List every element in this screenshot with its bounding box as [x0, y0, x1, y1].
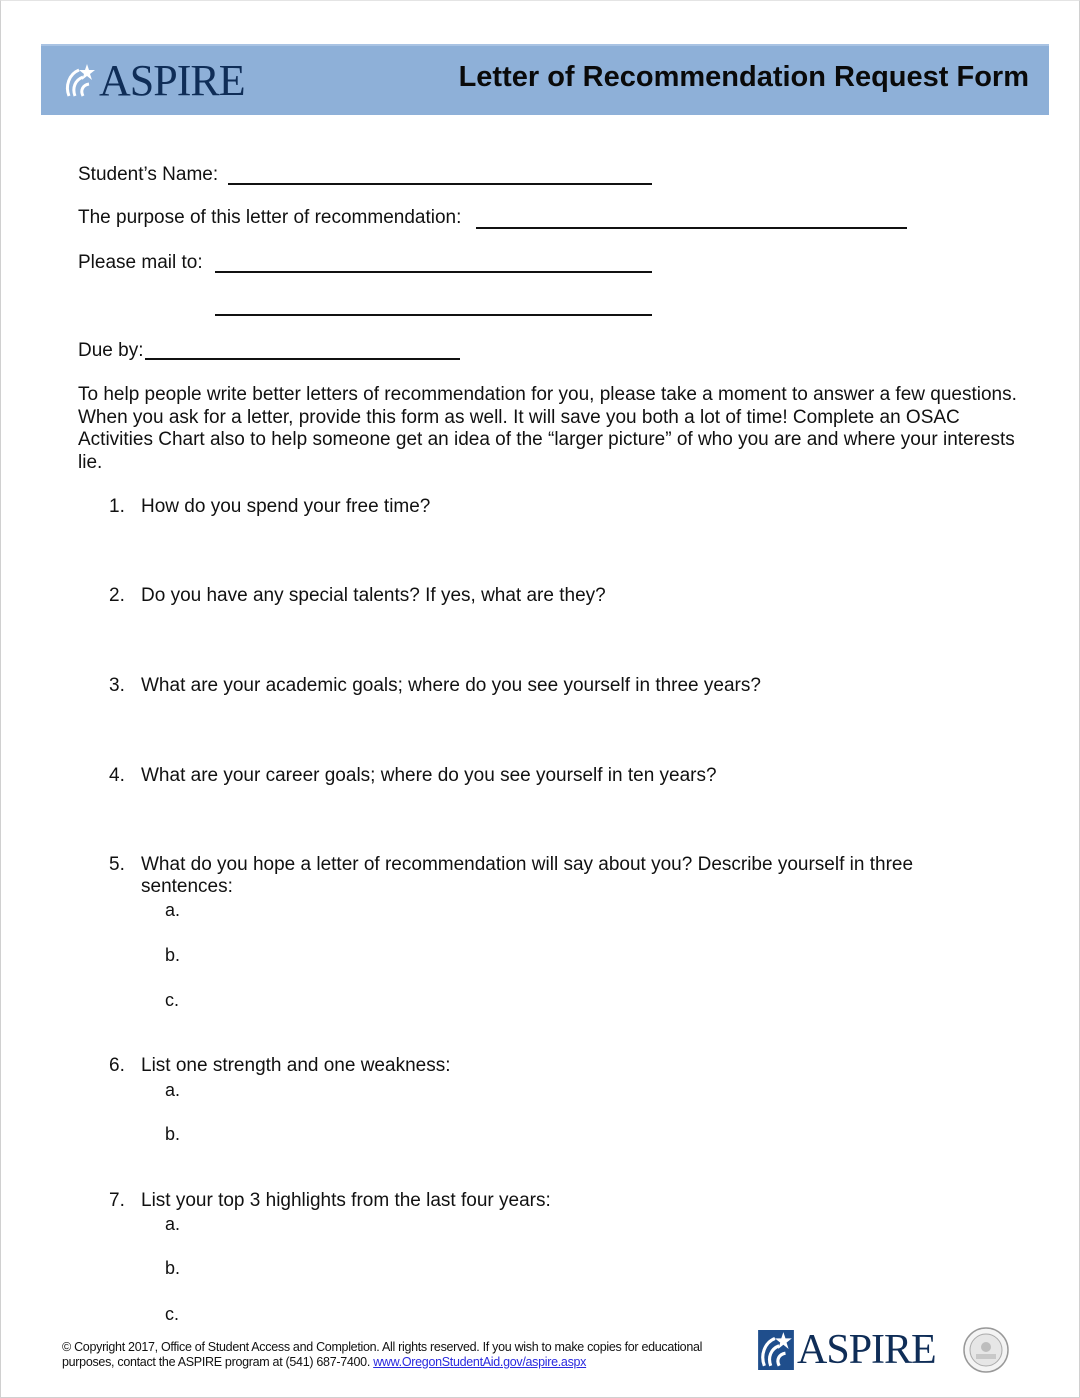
aspire-logo — [63, 56, 245, 105]
mail-to-line-1[interactable] — [215, 271, 652, 273]
student-name-label: Student’s Name: — [78, 164, 219, 185]
mail-to-line-2[interactable] — [215, 314, 652, 316]
footer-copyright — [62, 1340, 752, 1370]
question-number: 7. — [109, 1190, 125, 1211]
answer-b: b. — [165, 1124, 181, 1144]
question-text: What do you hope a letter of recommendation will say about you? Describe yourself in three sentences: — [141, 854, 914, 897]
footer-logo-wordmark: ASPIRE — [797, 1327, 936, 1373]
page-title: Letter of Recommendation Request Form — [458, 61, 1029, 93]
question-text: Do you have any special talents? If yes, what are they? — [141, 585, 606, 606]
question-number: 5. — [109, 854, 125, 875]
copyright-text: © Copyright 2017, Office of Student Access and Completion. All rights reserved. If you wish to make copies for educational purposes, contact the ASPIRE program at (541) 687-7400. — [62, 1340, 703, 1369]
question-number: 6. — [109, 1055, 125, 1076]
question-text: List one strength and one weakness: — [141, 1055, 451, 1076]
answer-c: c. — [165, 990, 180, 1010]
question-text: How do you spend your free time? — [141, 496, 431, 517]
logo-wordmark: ASPIRE — [99, 56, 245, 105]
question-text: What are your academic goals; where do you see yourself in three years? — [141, 675, 761, 696]
answer-b: b. — [165, 1258, 181, 1278]
question-number: 3. — [109, 675, 125, 696]
question-number: 4. — [109, 765, 125, 786]
question-number: 2. — [109, 585, 125, 606]
answer-a: a. — [165, 900, 181, 920]
purpose-label: The purpose of this letter of recommendation: — [78, 207, 462, 228]
answer-b: b. — [165, 945, 181, 965]
due-by-line[interactable] — [145, 358, 460, 360]
mail-to-label: Please mail to: — [78, 252, 203, 273]
due-by-label: Due by: — [78, 340, 144, 361]
aspire-mark-icon — [63, 62, 97, 100]
header-banner — [41, 44, 1049, 115]
answer-a: a. — [165, 1080, 181, 1100]
answer-a: a. — [165, 1214, 181, 1234]
purpose-line[interactable] — [476, 227, 907, 229]
intro-paragraph: To help people write better letters of recommendation for you, please take a moment to answer a few questions. When you ask for a letter, provide this form as well. It will save you both a lot of time! Complete an OSAC Activities Chart also to help someone get an idea of the “larger picture” of who you are and where your interests lie. — [78, 384, 1017, 473]
aspire-mark-icon — [757, 1330, 795, 1370]
footer-link[interactable]: www.OregonStudentAid.gov/aspire.aspx — [373, 1355, 587, 1369]
question-text: What are your career goals; where do you see yourself in ten years? — [141, 765, 717, 786]
student-name-line[interactable] — [228, 183, 652, 185]
footer-aspire-logo — [757, 1328, 936, 1372]
question-text: List your top 3 highlights from the last four years: — [141, 1190, 551, 1211]
answer-c: c. — [165, 1304, 180, 1324]
state-seal-icon — [963, 1327, 1009, 1373]
question-number: 1. — [109, 496, 125, 517]
